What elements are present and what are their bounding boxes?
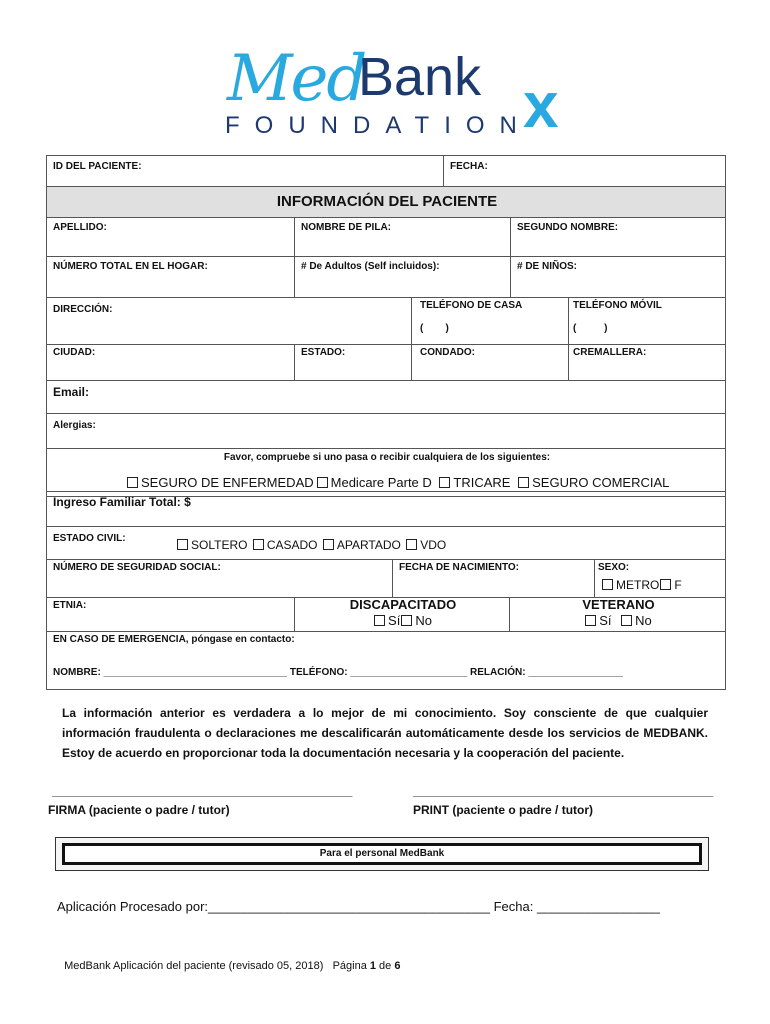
veteran-options xyxy=(510,613,727,628)
ssn-label: NÚMERO DE SEGURIDAD SOCIAL: xyxy=(53,562,221,573)
section-title: INFORMACIÓN DEL PACIENTE xyxy=(276,193,498,210)
marital-option-4: VDO xyxy=(420,538,447,552)
dob-field[interactable] xyxy=(392,559,595,598)
adults-field[interactable] xyxy=(294,256,511,298)
veteran-field xyxy=(509,597,726,632)
mobile-phone-field[interactable] xyxy=(568,297,726,345)
checkbox-casado[interactable] xyxy=(253,539,264,550)
mobile-phone-paren: ( ) xyxy=(573,323,608,334)
print-line[interactable]: _____________________________________________ xyxy=(413,784,714,798)
checkbox-sex-m[interactable] xyxy=(602,579,613,590)
checkbox-soltero[interactable] xyxy=(177,539,188,550)
disabled-yes: Sí xyxy=(388,613,401,628)
middle-name-field[interactable] xyxy=(510,217,726,257)
income-field[interactable] xyxy=(46,491,726,527)
section-title-bar xyxy=(46,186,726,218)
logo-foundation: FOUNDATION xyxy=(225,112,532,139)
mobile-phone-label: TELÉFONO MÓVIL xyxy=(573,300,662,311)
marital-label: ESTADO CIVIL: xyxy=(53,533,126,544)
sex-options xyxy=(602,578,682,592)
email-field[interactable] xyxy=(46,380,726,414)
signature-label: FIRMA (paciente o padre / tutor) xyxy=(48,803,230,817)
checkbox-seguro-enfermedad[interactable] xyxy=(127,477,138,488)
address-field[interactable] xyxy=(46,297,412,345)
email-label: Email: xyxy=(53,385,90,399)
marital-status-section xyxy=(46,526,726,560)
sex-label: SEXO: xyxy=(598,562,630,573)
insurance-option-1: SEGURO DE ENFERMEDAD xyxy=(141,475,314,490)
marital-option-3: APARTADO xyxy=(336,538,401,552)
logo-med: Med xyxy=(227,42,366,116)
print-label: PRINT (paciente o padre / tutor) xyxy=(413,803,594,817)
page-footer xyxy=(58,948,400,972)
city-label: CIUDAD: xyxy=(53,347,96,358)
insurance-options xyxy=(127,475,669,490)
emergency-line[interactable]: NOMBRE: _________________________________ TELÉFONO: _____________________ RELACIÓN: _________________ xyxy=(53,667,623,678)
date-field[interactable] xyxy=(443,155,726,187)
allergies-label: Alergias: xyxy=(53,420,96,431)
checkbox-disabled-no[interactable] xyxy=(401,615,412,626)
insurance-option-2: Medicare Parte D xyxy=(330,475,432,490)
footer-page: 1 xyxy=(369,960,376,972)
patient-id-field[interactable] xyxy=(46,155,444,187)
state-label: ESTADO: xyxy=(301,347,346,358)
dob-label: FECHA DE NACIMIENTO: xyxy=(399,562,519,573)
checkbox-medicare[interactable] xyxy=(317,477,328,488)
household-total-label: NÚMERO TOTAL EN EL HOGAR: xyxy=(53,261,208,272)
checkbox-tricare[interactable] xyxy=(439,477,450,488)
county-label: CONDADO: xyxy=(420,347,475,358)
first-name-field[interactable] xyxy=(294,217,511,257)
last-name-label: APELLIDO: xyxy=(53,222,107,233)
emergency-contact-section xyxy=(46,631,726,690)
insurance-section xyxy=(46,448,726,497)
home-phone-label: TELÉFONO DE CASA xyxy=(420,300,523,311)
sex-field xyxy=(594,559,726,598)
medbank-logo xyxy=(225,40,565,140)
insurance-option-3: TRICARE xyxy=(453,475,511,490)
last-name-field[interactable] xyxy=(46,217,295,257)
zip-label: CREMALLERA: xyxy=(573,347,647,358)
adults-label: # De Adultos (Self incluidos): xyxy=(301,261,440,272)
checkbox-veteran-no[interactable] xyxy=(621,615,632,626)
ssn-field[interactable] xyxy=(46,559,393,598)
date-label: FECHA: xyxy=(450,161,488,172)
first-name-label: NOMBRE DE PILA: xyxy=(301,222,391,233)
children-field[interactable] xyxy=(510,256,726,298)
veteran-yes: Sí xyxy=(599,613,612,628)
veteran-label: VETERANO xyxy=(582,597,655,612)
disabled-field xyxy=(294,597,510,632)
processed-line[interactable]: Aplicación Procesado por:_______________________________________ Fecha: _________________ xyxy=(57,899,660,914)
checkbox-vdo[interactable] xyxy=(406,539,417,550)
children-label: # DE NIÑOS: xyxy=(517,261,578,272)
address-label: DIRECCIÓN: xyxy=(53,304,113,315)
marital-option-1: SOLTERO xyxy=(191,538,248,552)
county-field[interactable] xyxy=(411,344,569,381)
sex-m-label: METRO xyxy=(616,578,660,592)
ethnicity-field[interactable] xyxy=(46,597,295,632)
home-phone-field[interactable] xyxy=(411,297,569,345)
declaration-text: La información anterior es verdadera a lo mejor de mi conocimiento. Soy consciente de que cualquier información fraudulenta o declaraciones me descalificarán automáticamente desde los servicios de MEDBANK. Estoy de acuerdo en proporcionar toda la documentación necesaria y la cooperación del paciente. xyxy=(62,706,708,760)
patient-form xyxy=(46,155,726,690)
logo-x: x xyxy=(523,69,559,141)
marital-option-2: CASADO xyxy=(266,538,318,552)
emergency-title: EN CASO DE EMERGENCIA, póngase en contacto: xyxy=(53,634,295,645)
disabled-label: DISCAPACITADO xyxy=(349,597,457,612)
ethnicity-label: ETNIA: xyxy=(53,600,87,611)
allergies-field[interactable] xyxy=(46,413,726,449)
home-phone-paren: ( ) xyxy=(420,323,449,334)
staff-box xyxy=(55,837,709,871)
footer-of: de xyxy=(376,960,395,972)
footer-text: MedBank Aplicación del paciente (revisado 05, 2018) Página xyxy=(64,960,370,972)
sex-f-label: F xyxy=(674,578,682,592)
checkbox-apartado[interactable] xyxy=(323,539,334,550)
marital-options xyxy=(177,538,446,552)
patient-id-label: ID DEL PACIENTE: xyxy=(53,161,142,172)
veteran-no: No xyxy=(635,613,652,628)
state-field[interactable] xyxy=(294,344,412,381)
disabled-no: No xyxy=(415,613,432,628)
insurance-prompt: Favor, compruebe si uno pasa o recibir cualquiera de los siguientes: xyxy=(223,452,551,463)
household-total-field[interactable] xyxy=(46,256,295,298)
signature-line[interactable]: _____________________________________________ xyxy=(52,784,353,798)
checkbox-sex-f[interactable] xyxy=(660,579,671,590)
checkbox-disabled-yes[interactable] xyxy=(374,615,385,626)
middle-name-label: SEGUNDO NOMBRE: xyxy=(517,222,619,233)
checkbox-veteran-yes[interactable] xyxy=(585,615,596,626)
insurance-option-4: SEGURO COMERCIAL xyxy=(532,475,670,490)
checkbox-seguro-comercial[interactable] xyxy=(518,477,529,488)
footer-total: 6 xyxy=(394,960,401,972)
disabled-options xyxy=(295,613,511,628)
zip-field[interactable] xyxy=(568,344,726,381)
staff-label: Para el personal MedBank xyxy=(319,848,445,859)
income-label: Ingreso Familiar Total: $ xyxy=(53,495,191,509)
city-field[interactable] xyxy=(46,344,295,381)
logo-bank: Bank xyxy=(358,47,482,107)
